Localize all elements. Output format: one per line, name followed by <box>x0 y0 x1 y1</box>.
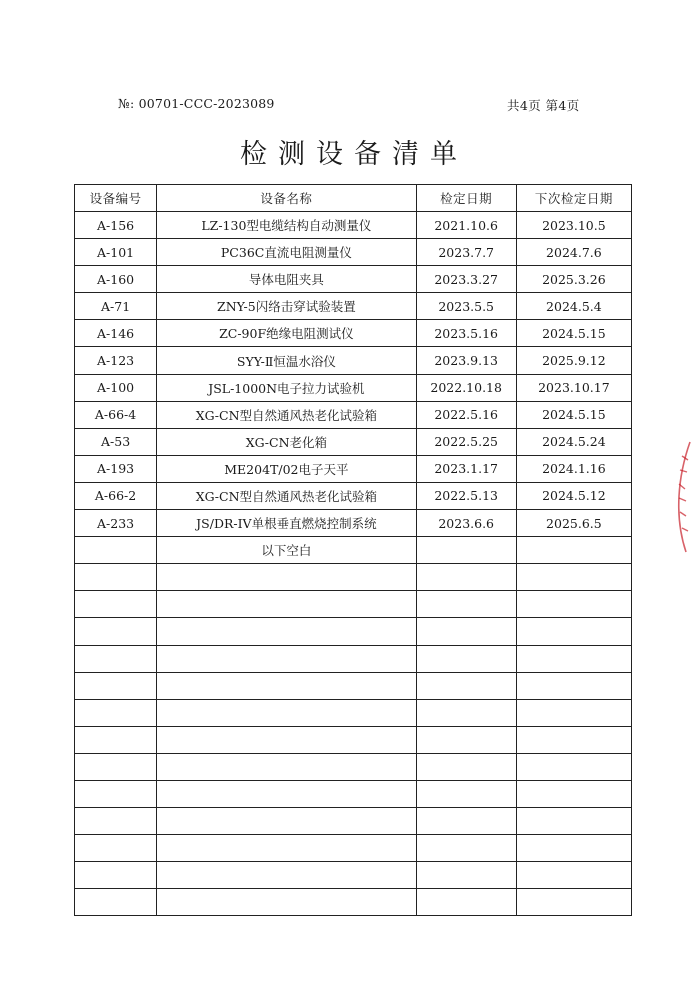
cell-equipment-name <box>157 835 416 862</box>
cell-equipment-id: A-71 <box>75 293 157 320</box>
cell-next-calibration-date: 2024.5.4 <box>516 293 631 320</box>
cell-calibration-date: 2022.10.18 <box>416 374 516 401</box>
cell-next-calibration-date <box>516 808 631 835</box>
cell-equipment-name <box>157 780 416 807</box>
cell-next-calibration-date <box>516 835 631 862</box>
cell-equipment-id: A-146 <box>75 320 157 347</box>
cell-calibration-date <box>416 753 516 780</box>
cell-equipment-id <box>75 672 157 699</box>
cell-calibration-date <box>416 645 516 672</box>
cell-next-calibration-date <box>516 780 631 807</box>
table-row <box>75 808 632 835</box>
cell-equipment-id: A-156 <box>75 212 157 239</box>
cell-calibration-date <box>416 537 516 564</box>
table-row <box>75 212 632 239</box>
equipment-table <box>74 184 632 916</box>
cell-equipment-id <box>75 726 157 753</box>
table-row <box>75 537 632 564</box>
cell-equipment-id: A-66-2 <box>75 482 157 509</box>
page-title: 检测设备清单 <box>240 139 468 170</box>
cell-calibration-date <box>416 618 516 645</box>
table-row <box>75 889 632 916</box>
table-row <box>75 374 632 401</box>
cell-equipment-name <box>157 726 416 753</box>
table-row <box>75 753 632 780</box>
cell-equipment-id: A-100 <box>75 374 157 401</box>
table-row <box>75 672 632 699</box>
table-row <box>75 618 632 645</box>
cell-equipment-id <box>75 645 157 672</box>
cell-calibration-date <box>416 780 516 807</box>
cell-equipment-id: A-53 <box>75 428 157 455</box>
cell-calibration-date: 2021.10.6 <box>416 212 516 239</box>
cell-equipment-name <box>157 862 416 889</box>
cell-equipment-id: A-193 <box>75 455 157 482</box>
cell-equipment-name: JSL-1000N电子拉力试验机 <box>157 374 416 401</box>
page-info: 共4页 第4页 <box>507 98 580 113</box>
table-row <box>75 835 632 862</box>
cell-equipment-name <box>157 645 416 672</box>
cell-equipment-id <box>75 835 157 862</box>
cell-next-calibration-date <box>516 726 631 753</box>
table-row <box>75 293 632 320</box>
table-row <box>75 699 632 726</box>
table-header-row <box>75 185 632 212</box>
table-row <box>75 320 632 347</box>
cell-equipment-name <box>157 672 416 699</box>
cell-calibration-date: 2023.5.16 <box>416 320 516 347</box>
cell-next-calibration-date <box>516 537 631 564</box>
report-number: №: 00701-CCC-2023089 <box>118 96 275 111</box>
cell-calibration-date: 2023.6.6 <box>416 510 516 537</box>
cell-equipment-name: JS/DR-IV单根垂直燃烧控制系统 <box>157 510 416 537</box>
cell-equipment-name: PC36C直流电阻测量仪 <box>157 239 416 266</box>
table-row <box>75 482 632 509</box>
cell-equipment-name: 导体电阻夹具 <box>157 266 416 293</box>
cell-next-calibration-date <box>516 618 631 645</box>
cell-next-calibration-date: 2023.10.5 <box>516 212 631 239</box>
cell-calibration-date: 2022.5.25 <box>416 428 516 455</box>
table-row <box>75 510 632 537</box>
cell-calibration-date: 2023.5.5 <box>416 293 516 320</box>
cell-equipment-name: ZC-90F绝缘电阻测试仪 <box>157 320 416 347</box>
cell-calibration-date: 2022.5.16 <box>416 401 516 428</box>
cell-calibration-date <box>416 808 516 835</box>
cell-equipment-id: A-66-4 <box>75 401 157 428</box>
cell-next-calibration-date: 2024.7.6 <box>516 239 631 266</box>
cell-equipment-name <box>157 699 416 726</box>
cell-equipment-name: 以下空白 <box>157 537 416 564</box>
table-row <box>75 401 632 428</box>
cell-next-calibration-date: 2024.5.15 <box>516 320 631 347</box>
cell-next-calibration-date: 2024.5.15 <box>516 401 631 428</box>
cell-next-calibration-date: 2025.6.5 <box>516 510 631 537</box>
cell-equipment-name: LZ-130型电缆结构自动测量仪 <box>157 212 416 239</box>
table-row <box>75 428 632 455</box>
cell-equipment-id <box>75 564 157 591</box>
cell-next-calibration-date <box>516 591 631 618</box>
cell-equipment-name: SYY-Ⅱ恒温水浴仪 <box>157 347 416 374</box>
cell-calibration-date <box>416 889 516 916</box>
cell-next-calibration-date <box>516 889 631 916</box>
cell-calibration-date: 2023.9.13 <box>416 347 516 374</box>
cell-equipment-name: XG-CN型自然通风热老化试验箱 <box>157 482 416 509</box>
cell-equipment-id <box>75 780 157 807</box>
cell-calibration-date <box>416 862 516 889</box>
cell-next-calibration-date: 2024.5.24 <box>516 428 631 455</box>
cell-equipment-name <box>157 564 416 591</box>
cell-next-calibration-date: 2024.1.16 <box>516 455 631 482</box>
cell-next-calibration-date <box>516 672 631 699</box>
cell-equipment-id <box>75 591 157 618</box>
table-row <box>75 645 632 672</box>
cell-equipment-id: A-123 <box>75 347 157 374</box>
cell-equipment-id <box>75 753 157 780</box>
cell-equipment-id <box>75 808 157 835</box>
table-row <box>75 347 632 374</box>
cell-calibration-date: 2022.5.13 <box>416 482 516 509</box>
cell-next-calibration-date <box>516 564 631 591</box>
cell-calibration-date: 2023.3.27 <box>416 266 516 293</box>
cell-calibration-date <box>416 591 516 618</box>
cell-calibration-date <box>416 564 516 591</box>
cell-equipment-id: A-160 <box>75 266 157 293</box>
cell-equipment-id <box>75 862 157 889</box>
column-header-id: 设备编号 <box>75 185 157 212</box>
cell-equipment-name <box>157 591 416 618</box>
cell-equipment-id: A-233 <box>75 510 157 537</box>
cell-equipment-id: A-101 <box>75 239 157 266</box>
cell-next-calibration-date <box>516 645 631 672</box>
cell-next-calibration-date <box>516 753 631 780</box>
table-row <box>75 862 632 889</box>
cell-calibration-date <box>416 672 516 699</box>
table-row <box>75 239 632 266</box>
cell-equipment-name: ZNY-5闪络击穿试验装置 <box>157 293 416 320</box>
cell-equipment-name <box>157 753 416 780</box>
cell-equipment-id <box>75 889 157 916</box>
table-row <box>75 780 632 807</box>
column-header-cal-date: 检定日期 <box>416 185 516 212</box>
cell-calibration-date <box>416 835 516 862</box>
cell-equipment-name <box>157 808 416 835</box>
cell-equipment-name: ME204T/02电子天平 <box>157 455 416 482</box>
table-row <box>75 455 632 482</box>
cell-next-calibration-date: 2023.10.17 <box>516 374 631 401</box>
cell-calibration-date <box>416 726 516 753</box>
table-row <box>75 726 632 753</box>
red-seal-stamp <box>668 436 698 556</box>
cell-equipment-id <box>75 699 157 726</box>
cell-next-calibration-date <box>516 699 631 726</box>
cell-equipment-name <box>157 618 416 645</box>
cell-equipment-id <box>75 537 157 564</box>
cell-calibration-date: 2023.7.7 <box>416 239 516 266</box>
table-row <box>75 266 632 293</box>
cell-equipment-id <box>75 618 157 645</box>
cell-calibration-date <box>416 699 516 726</box>
cell-next-calibration-date <box>516 862 631 889</box>
column-header-next-date: 下次检定日期 <box>516 185 631 212</box>
cell-next-calibration-date: 2025.3.26 <box>516 266 631 293</box>
cell-next-calibration-date: 2025.9.12 <box>516 347 631 374</box>
cell-equipment-name: XG-CN老化箱 <box>157 428 416 455</box>
column-header-name: 设备名称 <box>157 185 416 212</box>
table-row <box>75 591 632 618</box>
table-row <box>75 564 632 591</box>
cell-equipment-name <box>157 889 416 916</box>
cell-next-calibration-date: 2024.5.12 <box>516 482 631 509</box>
cell-calibration-date: 2023.1.17 <box>416 455 516 482</box>
cell-equipment-name: XG-CN型自然通风热老化试验箱 <box>157 401 416 428</box>
